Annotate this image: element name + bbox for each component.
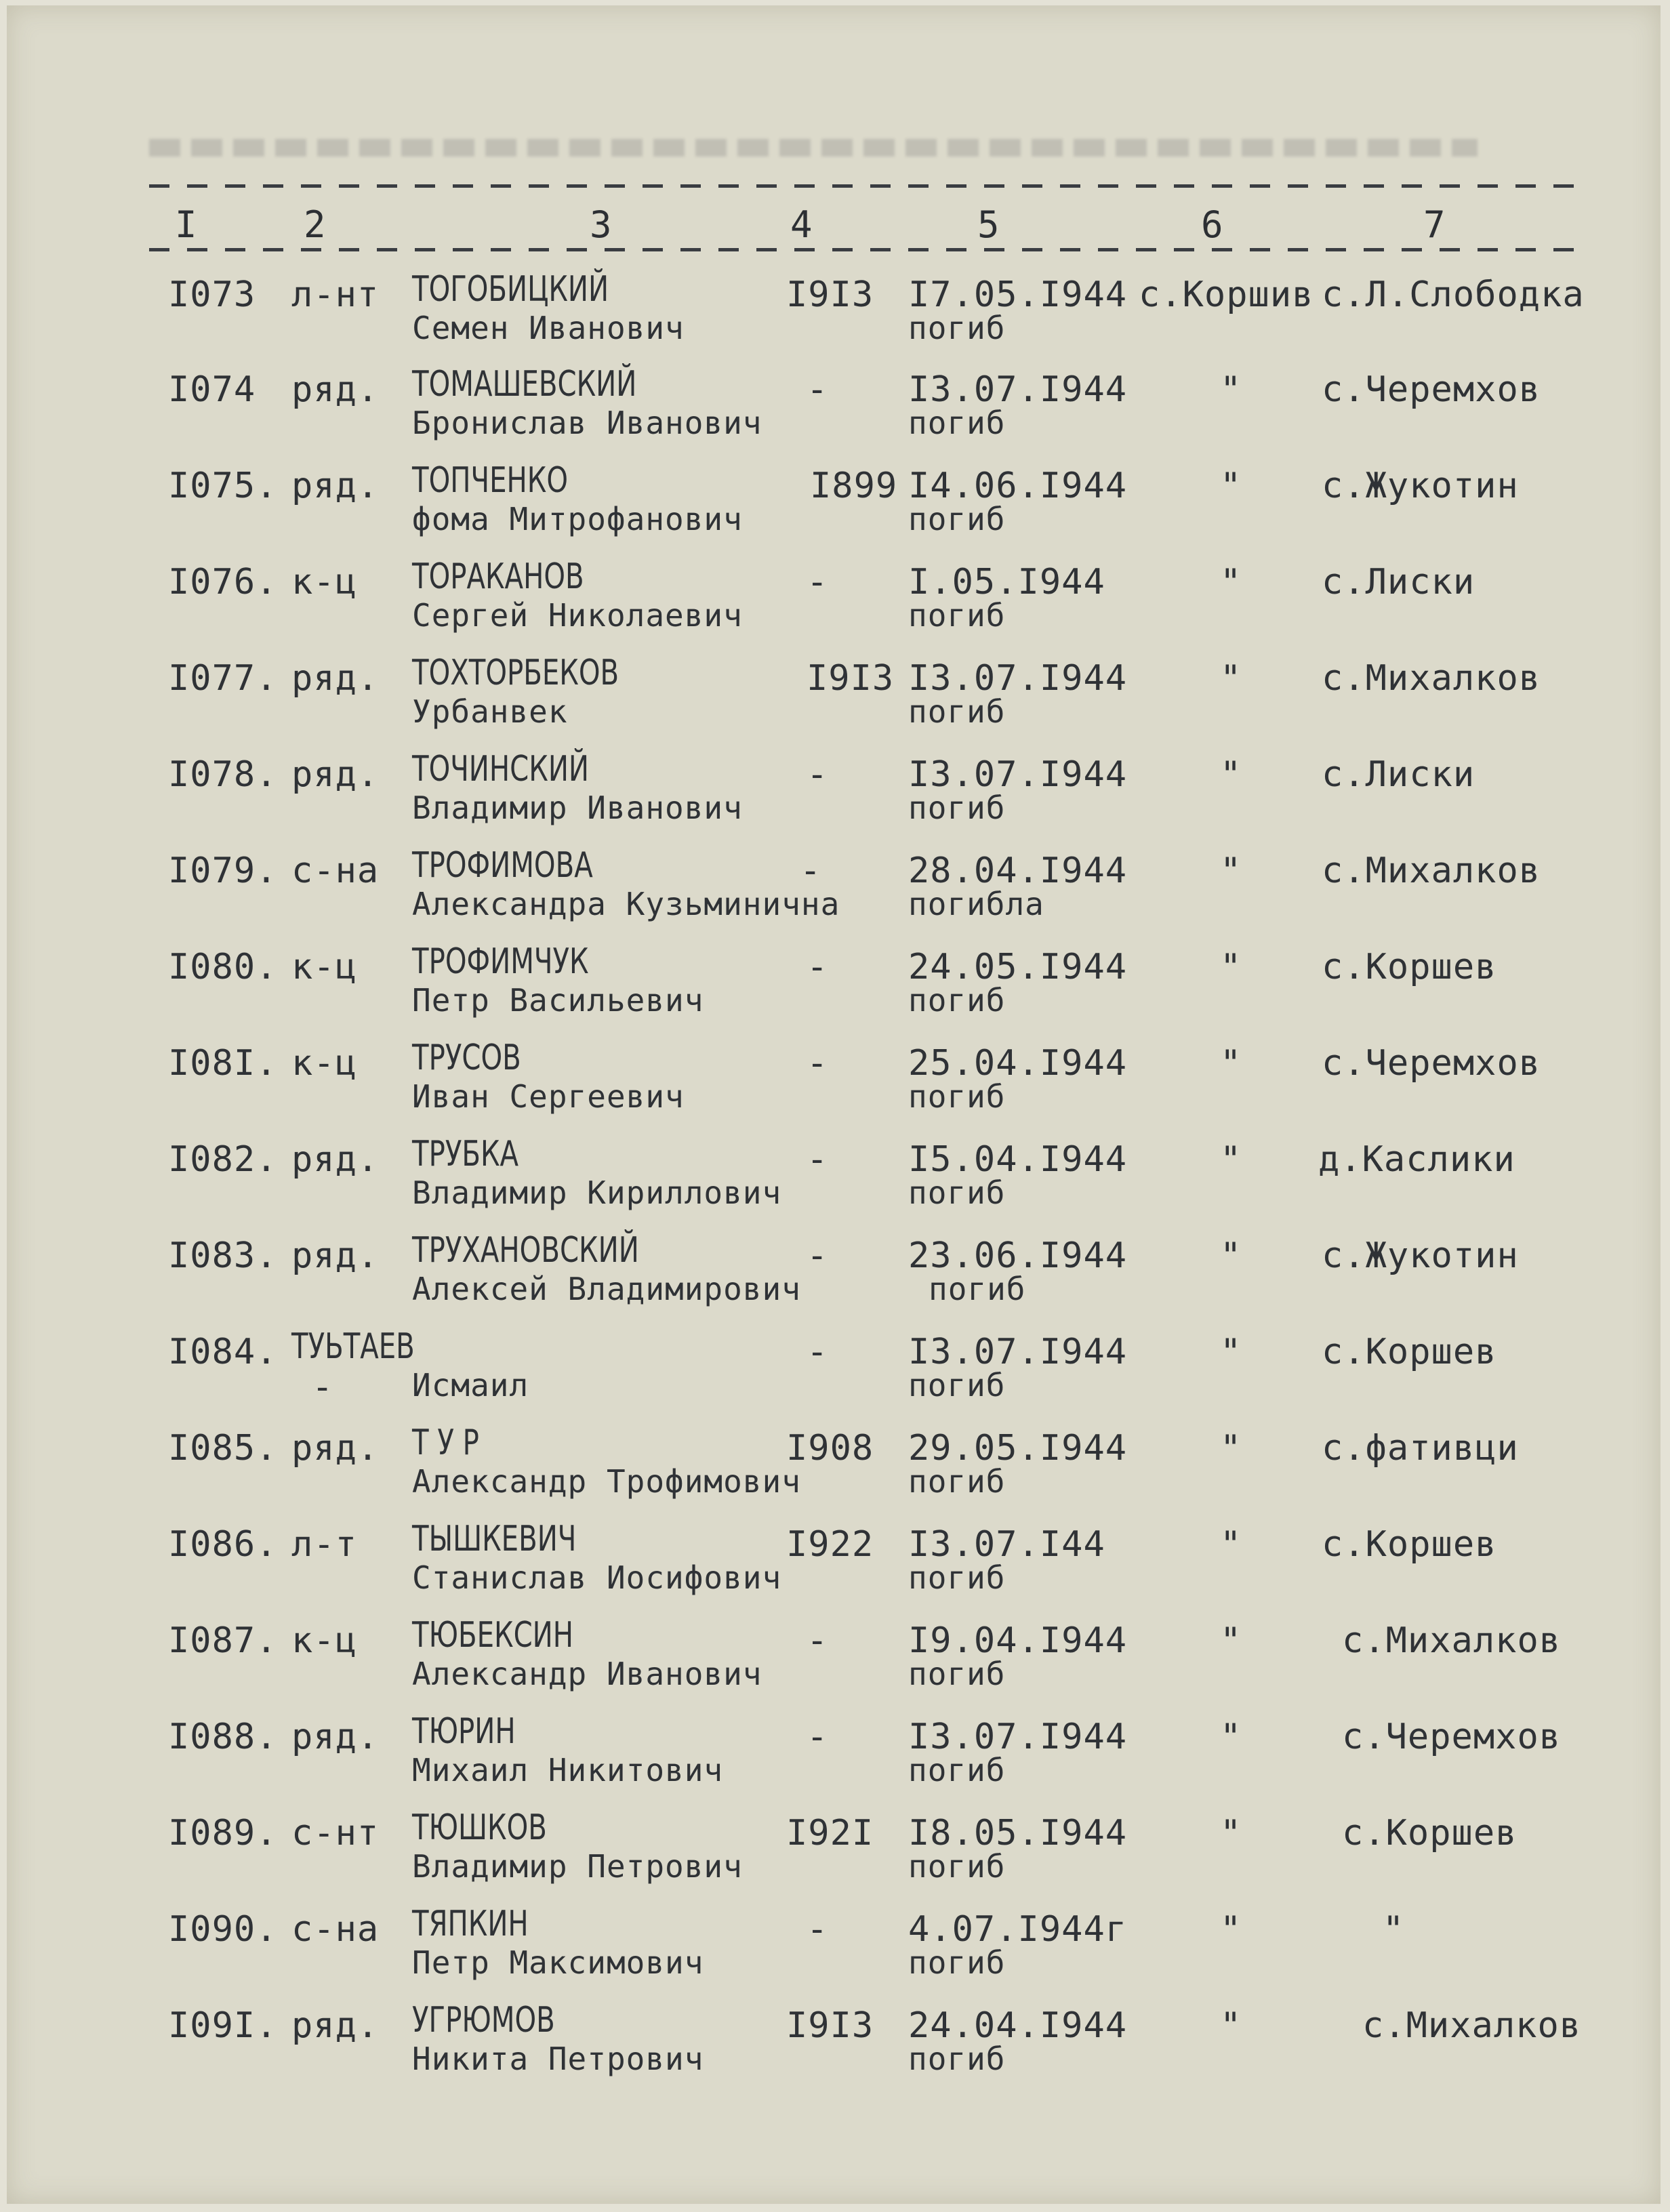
rank: ряд. [291,1428,380,1469]
burial-place: с.Коршив [1139,274,1314,315]
village: с.Жукотин [1322,466,1519,506]
fate: погиб [908,1078,1006,1115]
birth-year: I9I3 [786,274,874,315]
given-name: Станислав Иосифович [412,1559,782,1596]
table-row [0,269,1670,369]
birth-year: - [807,562,829,602]
birth-year: - [807,1043,829,1084]
col-header-2: 2 [304,203,326,246]
death-date: I5.04.I944 [908,1139,1128,1180]
village: с.Коршев [1322,1332,1497,1372]
village: с.Лиски [1322,754,1475,795]
fate: погиб [908,1656,1006,1692]
burial-place: " [1220,2005,1242,2046]
surname: ТРОФИМОВА [412,845,593,886]
death-date: 29.05.I944 [908,1428,1128,1469]
header-rule-top [149,184,1579,188]
fate: погиб [908,693,1006,730]
surname: ТОПЧЕНКО [412,460,568,501]
village: с.Черемхов [1322,1043,1541,1084]
fate: погиб [908,982,1006,1019]
death-date: I7.05.I944 [908,274,1128,315]
given-name: Петр Максимович [412,1944,704,1981]
record-number: I089. [168,1813,278,1853]
village: с.фативци [1322,1428,1519,1469]
surname: Т У Р [412,1422,479,1463]
given-name: Урбанвек [412,693,568,730]
fate: погиб [908,597,1006,634]
burial-place: " [1220,754,1242,795]
record-number: I076. [168,562,278,602]
col-header-4: 4 [790,203,813,246]
rank: - [312,1367,334,1408]
death-date: I3.07.I44 [908,1524,1105,1565]
record-number: I074 [168,369,256,410]
given-name: фома Митрофанович [412,501,743,537]
record-number: I084. [168,1332,278,1372]
birth-year: I899 [810,466,898,506]
given-name: Бронислав Иванович [412,405,762,441]
rank: к-ц [291,947,357,987]
table-row [0,1326,1670,1427]
death-date: I3.07.I944 [908,754,1128,795]
birth-year: I92I [786,1813,874,1853]
birth-year: - [800,851,822,891]
death-date: 23.06.I944 [908,1235,1128,1276]
record-number: I079. [168,851,278,891]
burial-place: " [1220,947,1242,987]
rank: с-на [291,1909,380,1950]
burial-place: " [1220,1813,1242,1853]
given-name: Сергей Николаевич [412,597,743,634]
death-date: I4.06.I944 [908,466,1128,506]
rank: л-т [291,1524,357,1565]
table-row [0,1615,1670,1715]
rank: ряд. [291,466,380,506]
death-date: I3.07.I944 [908,369,1128,410]
birth-year: - [807,1332,829,1372]
village: с.Черемхов [1322,369,1541,410]
record-number: I077. [168,658,278,699]
village: с.Михалков [1342,1620,1562,1661]
burial-place: " [1220,562,1242,602]
table-row [0,2000,1670,2100]
fate: погиб [908,1463,1006,1500]
village: с.Л.Слободка [1322,274,1585,315]
village: с.Коршев [1342,1813,1518,1853]
rank: к-ц [291,562,357,602]
record-number: I075. [168,466,278,506]
table-row [0,1711,1670,1811]
given-name: Семен Иванович [412,310,685,346]
surname: ТОМАШЕВСКИЙ [412,364,637,405]
table-row [0,1134,1670,1234]
surname: ТРУСОВ [412,1038,521,1078]
table-row [0,460,1670,560]
surname: ТЮШКОВ [412,1807,547,1848]
given-name: Никита Петрович [412,2041,704,2077]
fate: погиб [929,1271,1026,1307]
record-number: I082. [168,1139,278,1180]
table-row [0,1422,1670,1523]
rank: ряд. [291,369,380,410]
record-number: I083. [168,1235,278,1276]
record-number: I086. [168,1524,278,1565]
birth-year: I9I3 [807,658,895,699]
burial-place: " [1220,466,1242,506]
given-name: Петр Васильевич [412,982,704,1019]
burial-place: " [1220,369,1242,410]
fate: погиб [908,1848,1006,1885]
table-row [0,845,1670,945]
rank: к-ц [291,1620,357,1661]
table-row [0,364,1670,464]
surname: ТОРАКАНОВ [412,556,584,597]
fate: погиб [908,1174,1006,1211]
death-date: I9.04.I944 [908,1620,1128,1661]
table-row [0,941,1670,1042]
given-name: Исмаил [412,1367,529,1404]
birth-year: I9I3 [786,2005,874,2046]
surname: ТЫШКЕВИЧ [412,1519,577,1559]
record-number: I09I. [168,2005,278,2046]
village: с.Коршев [1322,947,1497,987]
death-date: 25.04.I944 [908,1043,1128,1084]
table-row [0,1230,1670,1330]
village: д.Каслики [1318,1139,1515,1180]
surname: ТРУХАНОВСКИЙ [412,1230,639,1271]
birth-year: - [807,369,829,410]
rank: л-нт [291,274,380,315]
rank: с-на [291,851,380,891]
record-number: I087. [168,1620,278,1661]
birth-year: - [807,947,829,987]
table-row [0,556,1670,657]
table-row [0,1807,1670,1908]
birth-year: - [807,1717,829,1757]
given-name: Александр Трофимович [412,1463,801,1500]
birth-year: I908 [786,1428,874,1469]
surname: ТЮБЕКСИН [412,1615,574,1656]
given-name: Владимир Кириллович [412,1174,782,1211]
bleed-through-text [149,139,1478,157]
burial-place: " [1220,1524,1242,1565]
record-number: I088. [168,1717,278,1757]
given-name: Александр Иванович [412,1656,762,1692]
death-date: I3.07.I944 [908,658,1128,699]
fate: погиб [908,405,1006,441]
record-number: I073 [168,274,256,315]
death-date: I3.07.I944 [908,1717,1128,1757]
record-number: I080. [168,947,278,987]
death-date: 28.04.I944 [908,851,1128,891]
birth-year: - [807,1909,829,1950]
surname: ТОЧИНСКИЙ [412,749,590,790]
burial-place: " [1220,1043,1242,1084]
fate: погиб [908,1752,1006,1788]
death-date: I.05.I944 [908,562,1105,602]
death-date: 24.05.I944 [908,947,1128,987]
village: с.Коршев [1322,1524,1497,1565]
given-name: Владимир Иванович [412,790,743,826]
col-header-1: I [175,203,197,246]
record-number: I085. [168,1428,278,1469]
birth-year: - [807,1620,829,1661]
burial-place: " [1220,1428,1242,1469]
surname: ТЯПКИН [412,1904,529,1944]
given-name: Алексей Владимирович [412,1271,801,1307]
record-number: I078. [168,754,278,795]
burial-place: " [1220,1909,1242,1950]
fate: погиб [908,2041,1006,2077]
rank: ряд. [291,1717,380,1757]
header-rule-bottom [149,248,1579,251]
rank: ряд. [291,754,380,795]
village: с.Михалков [1362,2005,1582,2046]
fate: погиб [908,310,1006,346]
fate: погиб [908,501,1006,537]
burial-place: " [1220,1717,1242,1757]
fate: погиб [908,1559,1006,1596]
village: с.Михалков [1322,658,1541,699]
rank: ряд. [291,1139,380,1180]
village: с.Жукотин [1322,1235,1519,1276]
table-row [0,1519,1670,1619]
col-header-3: 3 [590,203,612,246]
record-number: I08I. [168,1043,278,1084]
burial-place: " [1220,851,1242,891]
given-name: Михаил Никитович [412,1752,724,1788]
rank: к-ц [291,1043,357,1084]
col-header-7: 7 [1423,203,1446,246]
table-row [0,749,1670,849]
fate: погиб [908,1944,1006,1981]
given-name: Александра Кузьминична [412,886,840,922]
village: " [1383,1909,1405,1950]
village: с.Михалков [1322,851,1541,891]
death-date: I3.07.I944 [908,1332,1128,1372]
surname: ТРУБКА [412,1134,519,1174]
burial-place: " [1220,1332,1242,1372]
death-date: 4.07.I944г [908,1909,1128,1950]
surname: ТУЬТАЕВ [291,1326,415,1367]
table-row [0,653,1670,753]
rank: с-нт [291,1813,380,1853]
rank: ряд. [291,2005,380,2046]
surname: УГРЮМОВ [412,2000,555,2041]
burial-place: " [1220,1620,1242,1661]
birth-year: - [807,1139,829,1180]
record-number: I090. [168,1909,278,1950]
death-date: 24.04.I944 [908,2005,1128,2046]
table-row [0,1904,1670,2004]
given-name: Иван Сергеевич [412,1078,685,1115]
village: с.Лиски [1322,562,1475,602]
death-date: I8.05.I944 [908,1813,1128,1853]
given-name: Владимир Петрович [412,1848,743,1885]
birth-year: - [807,754,829,795]
burial-place: " [1220,1139,1242,1180]
fate: погиб [908,1367,1006,1404]
rank: ряд. [291,1235,380,1276]
surname: ТОХТОРБЕКОВ [412,653,619,693]
birth-year: - [807,1235,829,1276]
burial-place: " [1220,658,1242,699]
col-header-5: 5 [977,203,1000,246]
surname: ТЮРИН [412,1711,516,1752]
table-row [0,1038,1670,1138]
fate: погибла [908,886,1044,922]
surname: ТОГОБИЦКИЙ [412,269,609,310]
fate: погиб [908,790,1006,826]
birth-year: I922 [786,1524,874,1565]
burial-place: " [1220,1235,1242,1276]
rank: ряд. [291,658,380,699]
surname: ТРОФИМЧУК [412,941,589,982]
col-header-6: 6 [1201,203,1223,246]
village: с.Черемхов [1342,1717,1562,1757]
